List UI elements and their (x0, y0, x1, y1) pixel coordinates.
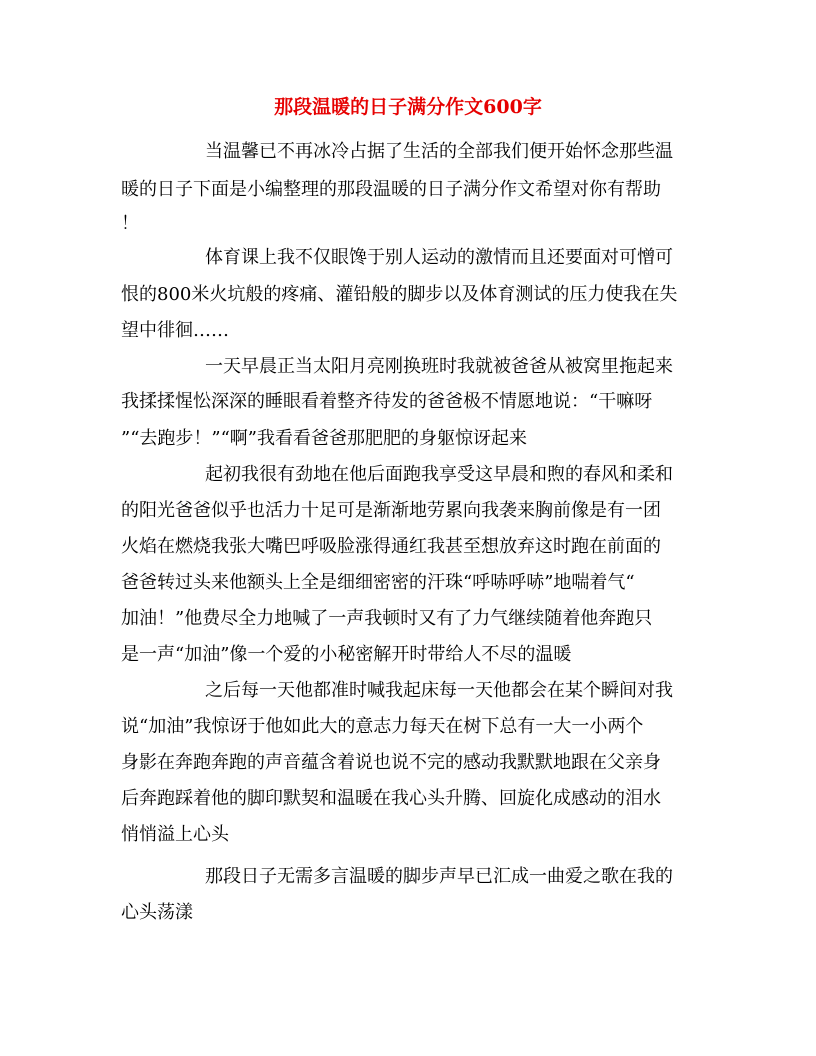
paragraph-4-line-6: 是一声“加油”像一个爱的小秘密解开时带给人不尽的温暖 (121, 644, 572, 665)
paragraph-2-line-1: 体育课上我不仅眼馋于别人运动的激情而且还要面对可憎可 (205, 247, 673, 268)
paragraph-5-line-3: 身影在奔跑奔跑的声音蕴含着说也说不完的感动我默默地跟在父亲身 (121, 752, 661, 773)
paragraph-6-line-1: 那段日子无需多言温暖的脚步声早已汇成一曲爱之歌在我的 (205, 866, 673, 887)
paragraph-4-line-5: 加油！”他费尽全力地喊了一声我顿时又有了力气继续随着他奔跑只 (121, 608, 653, 629)
paragraph-6-line-2: 心头荡漾 (121, 902, 193, 923)
paragraph-4-line-4: 爸爸转过头来他额头上全是细细密密的汗珠“呼哧呼哧”地喘着气“ (121, 572, 635, 593)
paragraph-2-line-2: 恨的800米火坑般的疼痛、灌铅般的脚步以及体育测试的压力使我在失 (121, 284, 678, 305)
paragraph-3-line-3: ”“去跑步！”“啊”我看看爸爸那肥肥的身躯惊讶起来 (121, 428, 528, 449)
document-title: 那段温暖的日子满分作文600字 (274, 96, 542, 118)
paragraph-5-line-4: 后奔跑踩着他的脚印默契和温暖在我心头升腾、回旋化成感动的泪水 (121, 788, 661, 809)
paragraph-3-line-1: 一天早晨正当太阳月亮刚换班时我就被爸爸从被窝里拖起来 (205, 356, 673, 377)
paragraph-1-line-1: 当温馨已不再冰冷占据了生活的全部我们便开始怀念那些温 (205, 141, 673, 162)
paragraph-2-line-3: 望中徘徊…… (121, 320, 229, 341)
paragraph-5-line-2: 说“加油”我惊讶于他如此大的意志力每天在树下总有一大一小两个 (121, 716, 644, 737)
paragraph-4-line-2: 的阳光爸爸似乎也活力十足可是渐渐地劳累向我袭来胸前像是有一团 (121, 500, 661, 521)
paragraph-5-line-5: 悄悄溢上心头 (121, 824, 229, 845)
paragraph-4-line-1: 起初我很有劲地在他后面跑我享受这早晨和煦的春风和柔和 (205, 464, 673, 485)
paragraph-3-line-2: 我揉揉惺忪深深的睡眼看着整齐待发的爸爸极不情愿地说：“干嘛呀 (121, 391, 653, 412)
paragraph-1-line-3: ！ (121, 213, 139, 234)
paragraph-1-line-2: 暖的日子下面是小编整理的那段温暖的日子满分作文希望对你有帮助 (121, 179, 661, 200)
paragraph-4-line-3: 火焰在燃烧我张大嘴巴呼吸脸涨得通红我甚至想放弃这时跑在前面的 (121, 536, 661, 557)
paragraph-5-line-1: 之后每一天他都准时喊我起床每一天他都会在某个瞬间对我 (205, 680, 673, 701)
